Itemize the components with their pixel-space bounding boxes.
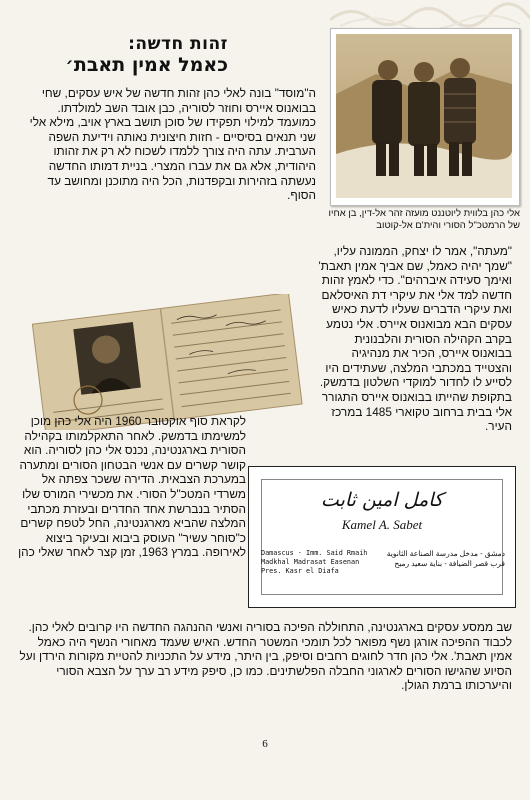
page-number: 6 xyxy=(262,738,268,750)
address-arabic-line: قرب قصر الضيافة - بناية سعيد رميح xyxy=(394,559,505,568)
business-card-address-arabic xyxy=(387,549,505,569)
business-card-latin-name: Kamel A. Sabet xyxy=(341,517,423,532)
heading-line-2: כאמל אמין תאבת׳ xyxy=(65,54,228,76)
paragraph-3: לקראת סוף אוקטובר 1960 היה אלי כהן מוכן למשימתו בדמשק. לאחר התאקלמותו בקהילה הסורית בארגנטינה, נכנס אלי כהן לסוריה. הוא קושר קשרים עם אנשי הבטחון הסורים ומתערה במערכת הצבאית. הדירה ששכר צפתה אל משרדי המטכ"ל הסורי. את מכשירי המורס שלו הסתיר בנברשת אחד החדרים ובעזרת מכתבי המלצה שהביא מארגנטינה, החל לטפח קשרים כ"סוחר עשיר" העוסק ביבוא ובעיקר ביצוא לאירופה. במרץ 1963, זמן קצר לאחר שאלי כהן xyxy=(18,414,246,560)
paragraph-1: ה"מוסד" בונה לאלי כהן זהות חדשה של איש עסקים, שחי בבואנוס איירס וחוזר לסוריה, כבן אובד השב למולדתו. כמועמד למילוי תפקידו של סוכן תושב בארץ אויב, מילא אלי שני תנאים בסיסיים - חזות חיצונית נאותה וידיעת השפה הערבית. עתה היה צורך ללמדו לשכוח לא רק את זהותו היהודית, אלא גם את עברו המצרי. בניית דמותו החדשה נעשתה בזהירות ובקפדנות, הכל היה מתוכנן ומחושב עד הסוף. xyxy=(29,86,316,203)
address-latin-line: Damascus · Imm. Said Rmaih xyxy=(261,549,368,557)
group-photo xyxy=(330,28,520,206)
passport-image xyxy=(30,294,306,430)
business-card-address-latin xyxy=(261,549,367,576)
group-photo-image xyxy=(336,34,512,198)
business-card xyxy=(248,466,516,608)
decorative-border-watermark xyxy=(330,0,530,28)
business-card-arabic-name: كامل امين ثابت xyxy=(320,489,444,511)
address-latin-line: Pres. Kasr el Diafa xyxy=(261,567,339,575)
paragraph-2: "מעתה", אמר לו יצחק, הממונה עליו, "שמך יהיה כאמל, שם אביך אמין תאבת' ואימך סעידה איברהים". כדי לאמץ זהות חדשה למד אלי את עיקרי דת האיסלאם ואת עיקרי הדברים שעליו לדעת כאיש עסקים הבא מבואנוס איירס. אלי נטמע בקרב הקהילה הסורית והלבנונית בבואנוס איירס, הכיר את מנהיגיה והצטייד במכתבי המלצה, שעתידים היו לסייע לו לחדור למוקדי השלטון בדמשק. בתקופת שהייתו בבואנוס איירס התגורר אלי בבית ברחוב טקוארי 1485 במרכז העיר. xyxy=(318,244,512,434)
paragraph-4: שב ממסע עסקים בארגנטינה, התחוללה הפיכה בסוריה ואנשי ההנהגה החדשה היו קרובים לאלי כהן. לכבוד ההפיכה אורגן נשף מפואר לכל תומכי המשטר החדש. האיש שעמד מאחורי הנשף היה כאמל אמין תאבת'. אלי כהן חדר לחוגים רחבים וסיפק, בין היתר, מידע על התכניות להטיית מקורות הירדן ועל הסיוע שהגישו הסורים לארגוני החבלה הפלשתינים. כמו כן, סיפק מידע רב ערך על הצבא הסורי והיערכותו ברמת הגולן. xyxy=(19,620,512,693)
photo-caption: אלי כהן בלווית ליוטננט מועזה זהר אל-דין, בן אחיו של הרמטכ"ל הסורי והית'ם אל-קוטוב xyxy=(328,208,520,231)
address-arabic-line: دمشق - مدخل مدرسة الصناعة الثانوية xyxy=(386,549,505,558)
heading-line-1: זהות חדשה: xyxy=(128,34,228,54)
article-heading xyxy=(28,34,228,76)
address-latin-line: Madkhal Madrasat Easenan xyxy=(261,558,360,566)
